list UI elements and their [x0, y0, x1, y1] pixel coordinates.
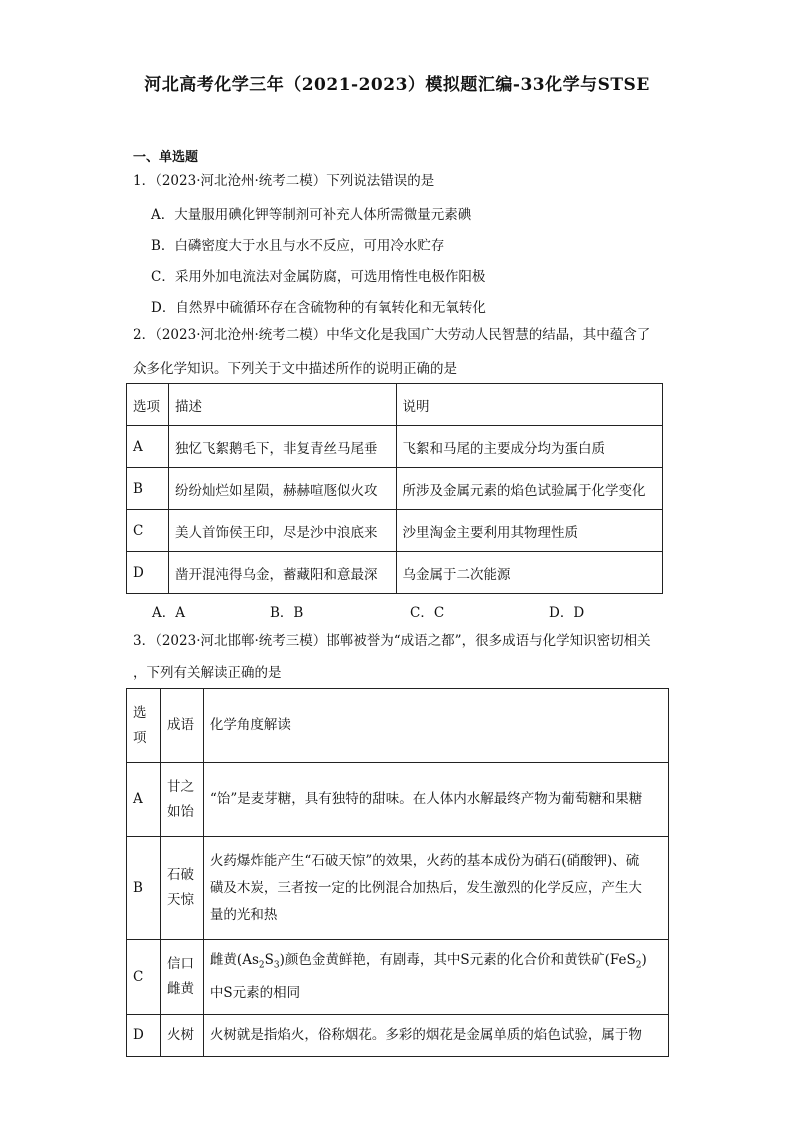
table-header-row — [127, 689, 669, 763]
header-cell: 描述 — [168, 384, 396, 426]
table-row — [127, 763, 669, 837]
table-cell: C — [127, 940, 161, 1015]
table-cell: A — [127, 763, 161, 837]
table-cell: C — [127, 510, 169, 552]
question-1-option-d: D．自然界中硫循环存在含硫物种的有氧转化和无氧转化 — [151, 300, 486, 316]
answer-choice-c: C．C — [410, 605, 445, 621]
question-2-table — [126, 383, 663, 594]
section-heading: 一、单选题 — [133, 150, 199, 165]
table-row — [127, 468, 663, 510]
table-cell: B — [127, 468, 169, 510]
table-cell: D — [127, 552, 169, 594]
table-cell: 火药爆炸能产生“石破天惊”的效果，火药的基本成份为硝石(硝酸钾)、硫 磺及木炭，三者按一定的比例混合加热后，发生激烈的化学反应，产生大 量的光和热 — [203, 837, 668, 940]
header-cell: 成语 — [160, 689, 203, 763]
answer-choice-b: B．B — [270, 605, 304, 621]
answer-choice-d: D．D — [549, 605, 585, 621]
question-1-option-c: C．采用外加电流法对金属防腐，可选用惰性电极作阳极 — [151, 269, 486, 285]
table-row — [127, 1015, 669, 1057]
question-3-stem-line-2: ，下列有关解读正确的是 — [133, 665, 282, 681]
formula-line: 雌黄$(As_2S_3)$颜色金黄鲜艳，有剧毒，其中S元素的化合价和黄铁矿(FeS$_2$) — [209, 952, 647, 971]
table-cell: 甘之 如饴 — [160, 763, 203, 837]
table-cell: D — [127, 1015, 161, 1057]
table-cell: “饴”是麦芽糖，具有独特的甜味。在人体内水解最终产物为葡萄糖和果糖 — [203, 763, 668, 837]
question-3-table — [126, 688, 669, 1057]
table-cell: 纷纷灿烂如星陨，赫赫喧豗似火攻 — [168, 468, 396, 510]
table-cell: 凿开混沌得乌金，蓄藏阳和意最深 — [168, 552, 396, 594]
table-row — [127, 552, 663, 594]
table-cell: 沙里淘金主要利用其物理性质 — [396, 510, 662, 552]
header-cell: 选项 — [127, 384, 169, 426]
question-3-stem-line-1: 3．（2023·河北邯郸·统考三模）邯郸被誉为“成语之都”，很多成语与化学知识密切相关 — [133, 633, 651, 649]
table-header-row — [127, 384, 663, 426]
table-row — [127, 837, 669, 940]
question-1-option-b: B．白磷密度大于水且与水不反应，可用冷水贮存 — [151, 238, 445, 254]
table-cell: 石破 天惊 — [160, 837, 203, 940]
table-cell: A — [127, 426, 169, 468]
header-cell: 选 项 — [127, 689, 161, 763]
page-title: 河北高考化学三年（2021-2023）模拟题汇编-33化学与STSE — [144, 75, 650, 95]
table-cell: 信口 雌黄 — [160, 940, 203, 1015]
question-1-option-a: A．大量服用碘化钾等制剂可补充人体所需微量元素碘 — [151, 207, 472, 223]
table-cell: 独忆飞絮鹅毛下，非复青丝马尾垂 — [168, 426, 396, 468]
question-2-stem-line-2: 众多化学知识。下列关于文中描述所作的说明正确的是 — [133, 361, 457, 377]
table-cell: 火树就是指焰火，俗称烟花。多彩的烟花是金属单质的焰色试验，属于物 — [203, 1015, 668, 1057]
table-row — [127, 940, 669, 1015]
table-cell: 美人首饰侯王印，尽是沙中浪底来 — [168, 510, 396, 552]
table-cell: B — [127, 837, 161, 940]
table-cell: 火树 — [160, 1015, 203, 1057]
header-cell: 说明 — [396, 384, 662, 426]
header-cell: 化学角度解读 — [203, 689, 668, 763]
question-1-stem: 1．（2023·河北沧州·统考二模）下列说法错误的是 — [133, 173, 435, 189]
question-2-stem-line-1: 2．（2023·河北沧州·统考二模）中华文化是我国广大劳动人民智慧的结晶，其中蕴含了 — [133, 327, 651, 343]
table-cell: 雌黄$(As_2S_3)$颜色金黄鲜艳，有剧毒，其中S元素的化合价和黄铁矿(FeS$_2$) 中S元素的相同 — [203, 940, 668, 1015]
table-cell: 飞絮和马尾的主要成分均为蛋白质 — [396, 426, 662, 468]
table-cell: 乌金属于二次能源 — [396, 552, 662, 594]
answer-choice-a: A．A — [152, 605, 185, 621]
table-row — [127, 426, 663, 468]
table-cell: 所涉及金属元素的焰色试验属于化学变化 — [396, 468, 662, 510]
table-row — [127, 510, 663, 552]
